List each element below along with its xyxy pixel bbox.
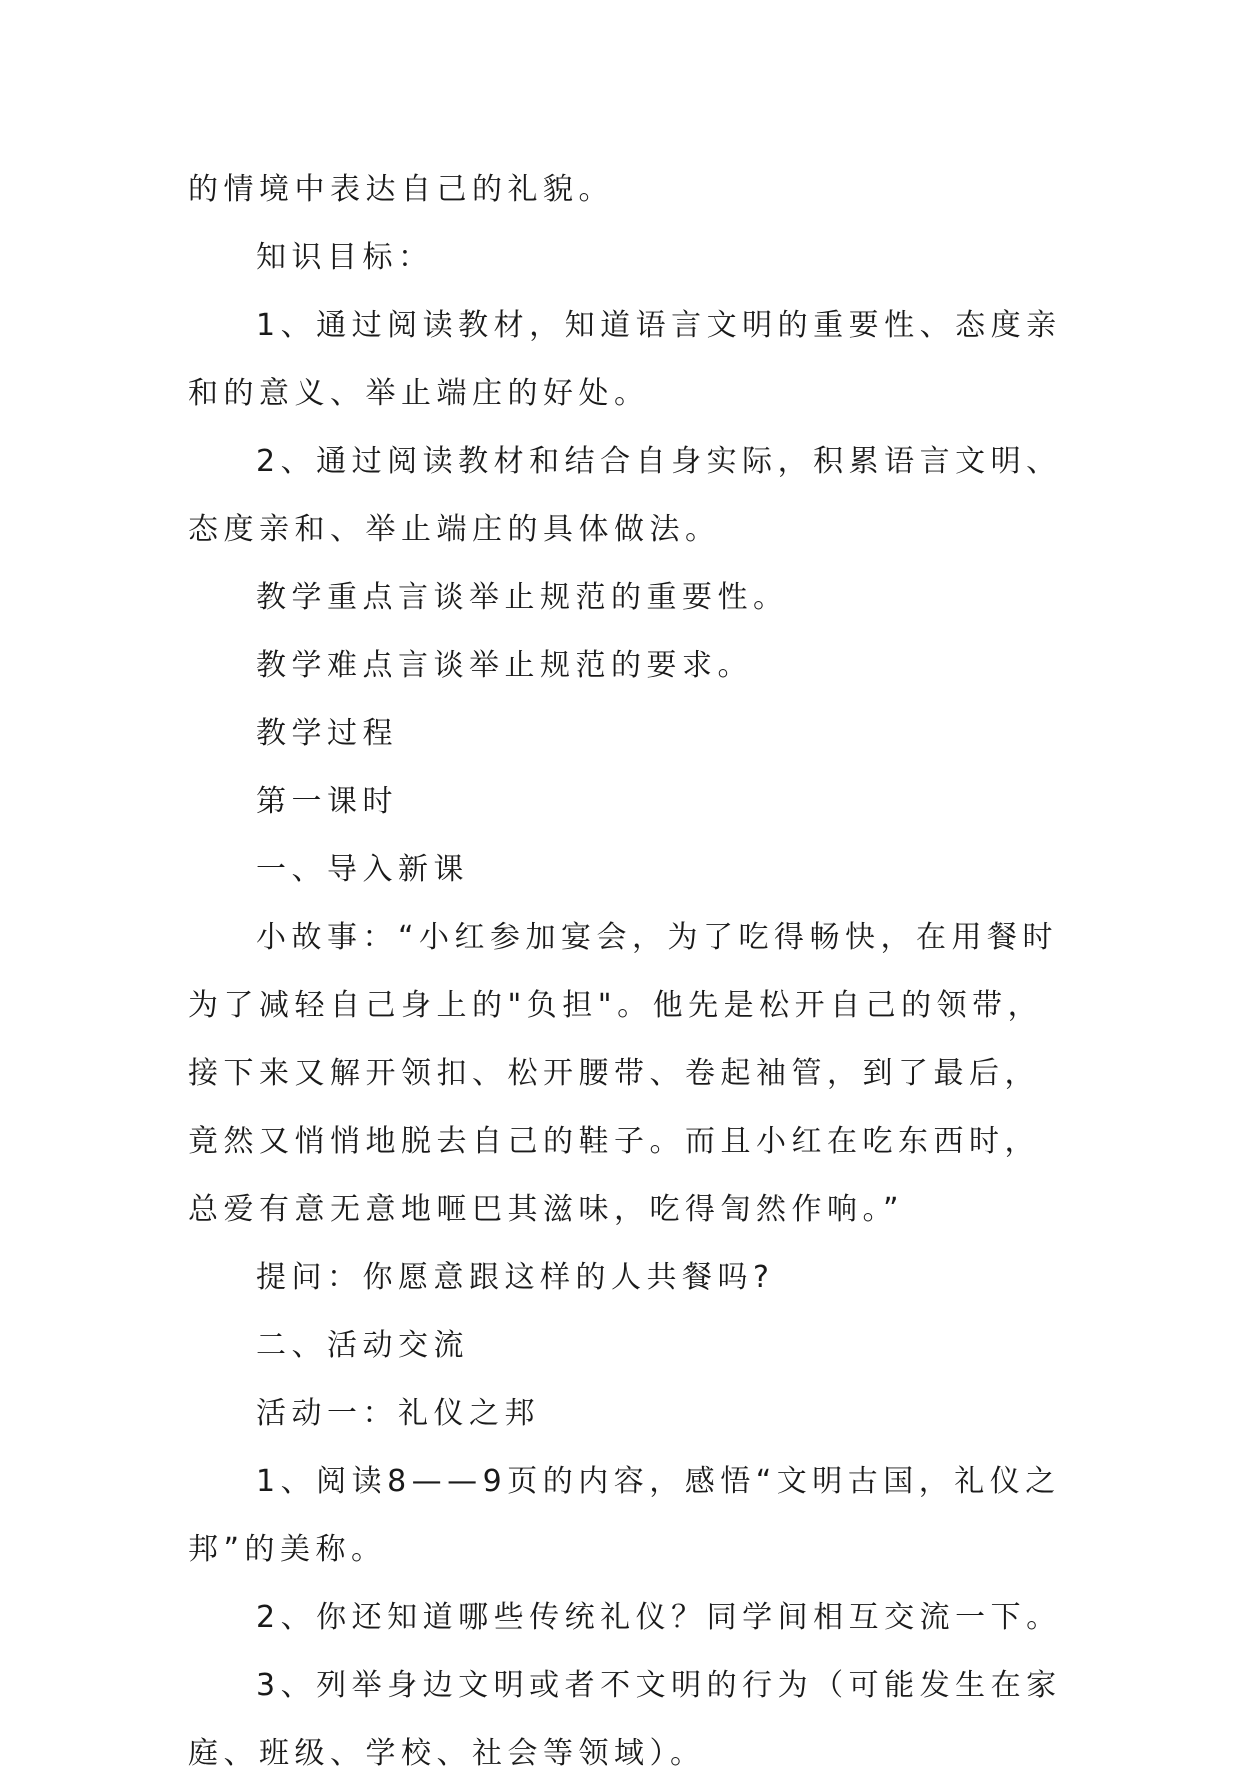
paragraph-activity-item-3: 3、列举身边文明或者不文明的行为（可能发生在家庭、班级、学校、社会等领域）。 bbox=[188, 1668, 1062, 1771]
paragraph-goal-2: 2、通过阅读教材和结合自身实际，积累语言文明、态度亲和、举止端庄的具体做法。 bbox=[188, 444, 1062, 547]
paragraph-teaching-difficulty: 教学难点言谈举止规范的要求。 bbox=[256, 648, 753, 683]
paragraph-goal-1: 1、通过阅读教材，知道语言文明的重要性、态度亲和的意义、举止端庄的好处。 bbox=[188, 308, 1062, 411]
paragraph-intro-section: 一、导入新课 bbox=[256, 852, 469, 887]
paragraph-activity-item-1: 1、阅读8——9页的内容，感悟“文明古国，礼仪之邦”的美称。 bbox=[188, 1464, 1061, 1567]
paragraph-activity-item-2: 2、你还知道哪些传统礼仪？同学间相互交流一下。 bbox=[256, 1600, 1062, 1635]
paragraph-teaching-process: 教学过程 bbox=[256, 716, 398, 751]
paragraph-question: 提问：你愿意跟这样的人共餐吗? bbox=[256, 1260, 775, 1295]
paragraph-activity-section: 二、活动交流 bbox=[256, 1328, 469, 1363]
paragraph-first-lesson: 第一课时 bbox=[256, 784, 398, 819]
document-body bbox=[188, 156, 1068, 1788]
paragraph-teaching-focus: 教学重点言谈举止规范的重要性。 bbox=[256, 580, 789, 615]
paragraph-knowledge-goals-heading: 知识目标： bbox=[256, 240, 434, 275]
paragraph-continued: 的情境中表达自己的礼貌。 bbox=[188, 172, 614, 207]
paragraph-story: 小故事：“小红参加宴会，为了吃得畅快，在用餐时为了减轻自己身上的"负担"。他先是松开自己的领带，接下来又解开领扣、松开腰带、卷起袖管，到了最后，竟然又悄悄地脱去自己的鞋子。而且小红在吃东西时，总爱有意无意地咂巴其滋味，吃得訇然作响。” bbox=[188, 920, 1059, 1227]
paragraph-activity-one: 活动一：礼仪之邦 bbox=[256, 1396, 540, 1431]
